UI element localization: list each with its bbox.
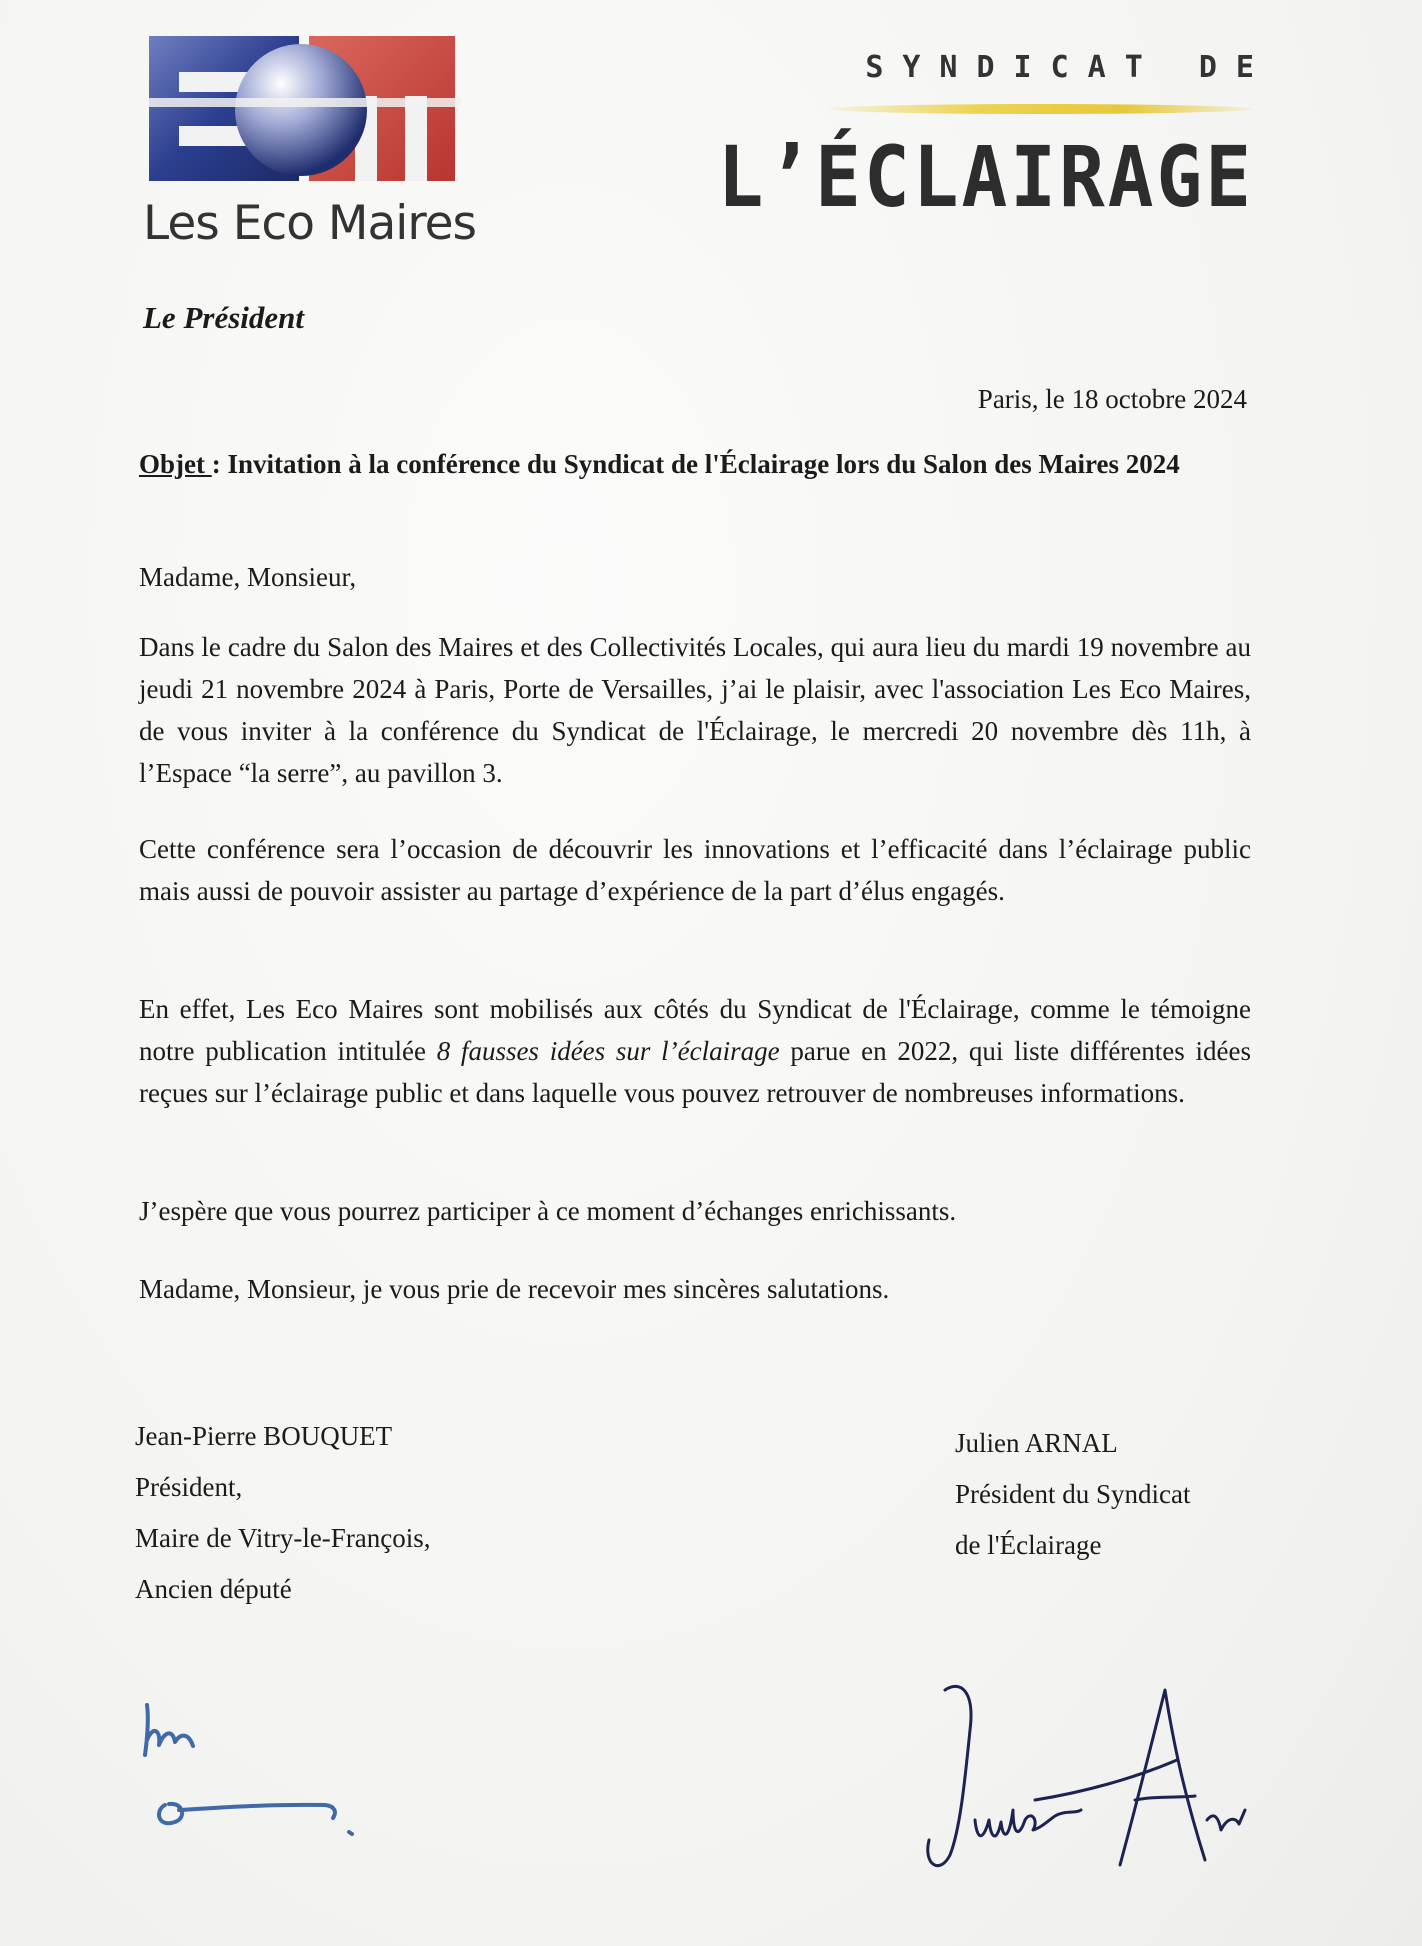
body-paragraph-3 [139,988,1251,1114]
signature-arnal [915,1670,1275,1880]
signatory-right [955,1418,1190,1571]
signatory-right-name: Julien ARNAL [955,1428,1118,1458]
subject-text: : Invitation à la conférence du Syndicat de l'Éclairage lors du Salon des Maires 2024 [211,449,1180,479]
signatory-left-title-2: Maire de Vitry-le-François, [135,1523,431,1553]
syndicat-logo-yellow-bar [827,104,1252,114]
publication-title: 8 fausses idées sur l’éclairage [436,1036,780,1066]
salutation: Madame, Monsieur, [139,562,357,592]
syndicat-logo-top-line: SYNDICAT DE [865,50,1273,85]
closing-formula: Madame, Monsieur, je vous prie de recevoir mes sincères salutations. [139,1274,890,1304]
paragraph-3-rest: parue en 2022, qui liste différentes idées reçues sur l’éclairage public et dans laquelle vous pouvez retrouver de nombreuses informations. [139,1036,1251,1108]
subject-label: Objet [139,449,212,479]
president-heading: Le Président [143,300,304,335]
signatory-left-title-1: Président, [135,1472,243,1502]
letter-date: Paris, le 18 octobre 2024 [977,384,1247,414]
body-paragraph-1: Dans le cadre du Salon des Maires et des Collectivités Locales, qui aura lieu du mardi 19 novembre au jeudi 21 novembre 2024 à Paris, Porte de Versailles, j’ai le plaisir, avec l'association Les Eco Maires, de vous inviter à la conférence du Syndicat de l'Éclairage, le mercredi 20 novembre dès 11h, à l’Espace “la serre”, au pavillon 3. [139,632,1251,788]
signatory-right-title-1: Président du Syndicat [955,1479,1191,1509]
syndicat-logo-main-line: L’ÉCLAIRAGE [717,128,1254,226]
eco-maires-logo [143,36,477,251]
eco-maires-emblem [149,36,461,186]
signature-bouquet [135,1700,375,1840]
signatory-left-name: Jean-Pierre BOUQUET [135,1421,393,1451]
syndicat-eclairage-logo [717,50,1273,226]
paragraph-3-intro: En effet, Les Eco Maires sont mobilisés aux côtés du Syndicat de l'Éclairage, comme le témoigne notre publication intitulée [139,994,1251,1066]
signatory-left [135,1411,431,1615]
signatory-left-title-3: Ancien député [135,1574,292,1604]
eco-maires-logo-text: Les Eco Maires [143,196,477,251]
body-paragraph-4: J’espère que vous pourrez participer à ce moment d’échanges enrichissants. [139,1196,957,1226]
body-paragraph-2: Cette conférence sera l’occasion de découvrir les innovations et l’efficacité dans l’éclairage public mais aussi de pouvoir assister au partage d’expérience de la part d’élus engagés. [139,834,1251,906]
signatory-right-title-2: de l'Éclairage [955,1530,1102,1560]
subject-line [139,448,1249,480]
